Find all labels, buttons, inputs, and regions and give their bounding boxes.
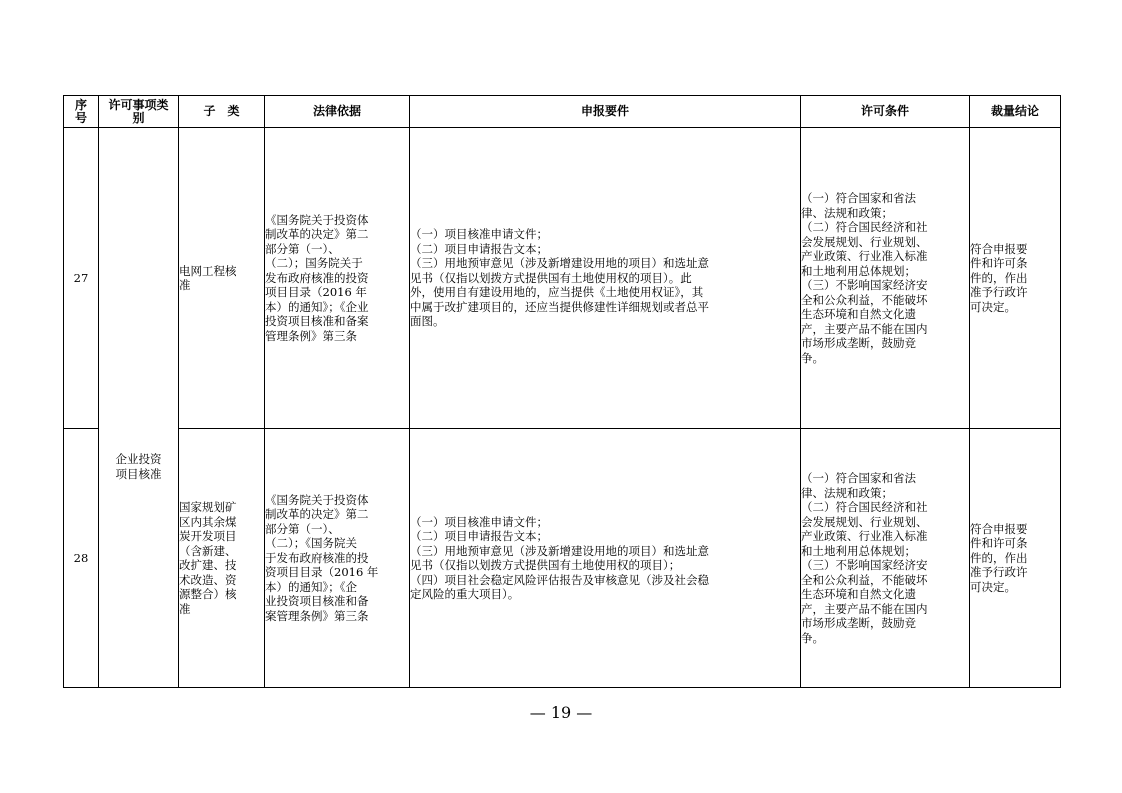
page-number: — 19 — (529, 703, 593, 722)
conditions-cell: （一）符合国家和省法 律、法规和政策； （二）符合国民经济和社 会发展规划、行业规划、 产业政策、行业准入标准 和土地利用总体规划； （三）不影响国家经济安 全和公众利益，不能破坏 生态环境和自然文化遗 产，主要产品不能在国内 市场形成垄断，鼓励竞 争。 (801, 429, 970, 688)
header-legal-basis: 法律依据 (265, 96, 410, 128)
legal-basis-cell: 《国务院关于投资体 制改革的决定》第二 部分第（一）、 （二）；《国务院关 于发布政府核准的投 资项目目录（2016 年 本）的通知》；《企 业投资项目核准和备 案管理条例》第三条 (265, 429, 410, 688)
header-category: 许可事项类别 (99, 96, 179, 128)
header-subtype: 子 类 (179, 96, 265, 128)
license-table (63, 95, 1061, 688)
subtype-cell: 国家规划矿 区内其余煤 炭开发项目 （含新建、 改扩建、技 术改造、资 源整合）核 准 (179, 429, 265, 688)
result-cell: 符合申报要 件和许可条 件的，作出 准予行政许 可决定。 (970, 128, 1061, 429)
header-discretion-result: 裁量结论 (970, 96, 1061, 128)
result-cell: 符合申报要 件和许可条 件的，作出 准予行政许 可决定。 (970, 429, 1061, 688)
requirements-cell: （一）项目核准申请文件； （二）项目申请报告文本； （三）用地预审意见（涉及新增建设用地的项目）和选址意 见书（仅指以划拨方式提供国有土地使用权的项目）； （四）项目社会稳定风险评估报告及审核意见（涉及社会稳 定风险的重大项目）。 (410, 429, 801, 688)
table-row (64, 429, 1061, 688)
requirements-cell: （一）项目核准申请文件； （二）项目申请报告文本； （三）用地预审意见（涉及新增建设用地的项目）和选址意 见书（仅指以划拨方式提供国有土地使用权的项目）。此 外，使用自有建设用地的，应当提供《土地使用权证》，其 中属于改扩建项目的，还应当提供修建性详细规划或者总平 面图。 (410, 128, 801, 429)
category-cell (99, 128, 179, 688)
table-row (64, 128, 1061, 429)
category-label: 企业投资 项目核准 (115, 452, 162, 481)
header-application-requirements: 申报要件 (410, 96, 801, 128)
row-number: 27 (64, 128, 99, 429)
legal-basis-cell: 《国务院关于投资体 制改革的决定》第二 部分第（一）、 （二）；国务院关于 发布政府核准的投资 项目目录（2016 年 本）的通知》；《企业 投资项目核准和备案 管理条例》第三条 (265, 128, 410, 429)
header-no: 序 号 (64, 96, 99, 128)
conditions-cell: （一）符合国家和省法 律、法规和政策； （二）符合国民经济和社 会发展规划、行业规划、 产业政策、行业准入标准 和土地利用总体规划； （三）不影响国家经济安 全和公众利益，不能破坏 生态环境和自然文化遗 产，主要产品不能在国内 市场形成垄断，鼓励竞 争。 (801, 128, 970, 429)
header-license-conditions: 许可条件 (801, 96, 970, 128)
row-number: 28 (64, 429, 99, 688)
header-row (64, 96, 1061, 128)
subtype-cell: 电网工程核 准 (179, 128, 265, 429)
